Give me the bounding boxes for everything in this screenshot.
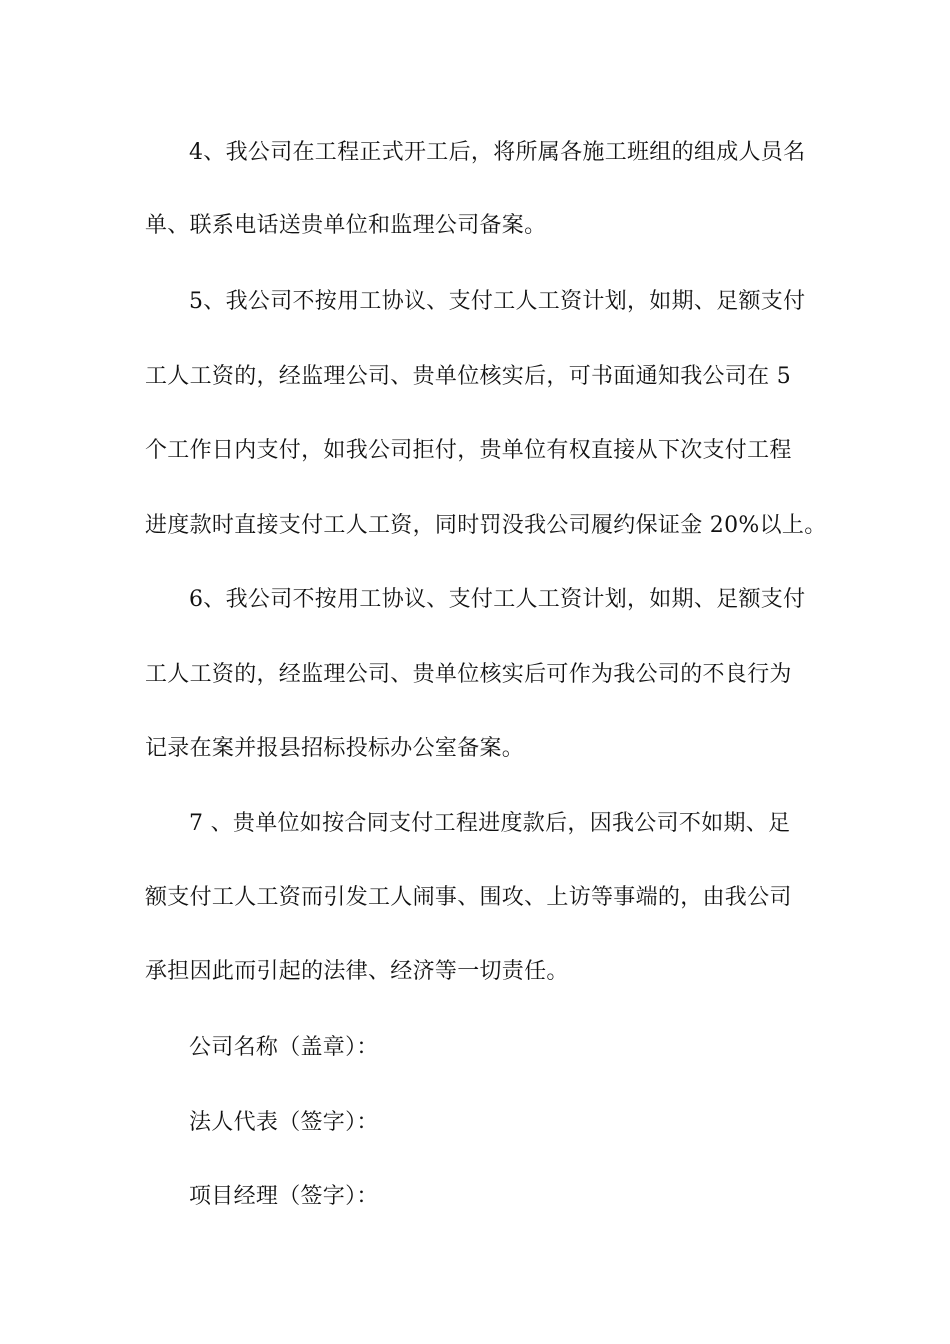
project-manager-field: 项目经理（签字）： [189, 1184, 379, 1209]
clause-5-line-2: 工人工资的，经监理公司、贵单位核实后，可书面通知我公司在 5 [145, 364, 791, 389]
clause-7-line-2: 额支付工人工资而引发工人闹事、围攻、上访等事端的，由我公司 [145, 885, 792, 910]
clause-6-line-1: 6、我公司不按用工协议、支付工人工资计划，如期、足额支付 [189, 587, 806, 612]
clause-5-line-1: 5、我公司不按用工协议、支付工人工资计划，如期、足额支付 [189, 289, 806, 314]
clause-4-line-1: 4、我公司在工程正式开工后，将所属各施工班组的组成人员名 [189, 140, 806, 165]
clause-5-line-3: 个工作日内支付，如我公司拒付，贵单位有权直接从下次支付工程 [145, 438, 792, 463]
company-name-field: 公司名称（盖章）： [189, 1035, 379, 1060]
clause-7-line-3: 承担因此而引起的法律、经济等一切责任。 [145, 959, 569, 984]
clause-5-line-4: 进度款时直接支付工人工资，同时罚没我公司履约保证金 20%以上。 [145, 513, 827, 538]
clause-6-line-2: 工人工资的，经监理公司、贵单位核实后可作为我公司的不良行为 [145, 662, 792, 687]
clause-6-line-3: 记录在案并报县招标投标办公室备案。 [145, 736, 525, 761]
clause-4-line-2: 单、联系电话送贵单位和监理公司备案。 [145, 213, 547, 238]
legal-rep-field: 法人代表（签字）： [189, 1110, 379, 1135]
clause-7-line-1: 7 、贵单位如按合同支付工程进度款后，因我公司不如期、足 [189, 811, 791, 836]
